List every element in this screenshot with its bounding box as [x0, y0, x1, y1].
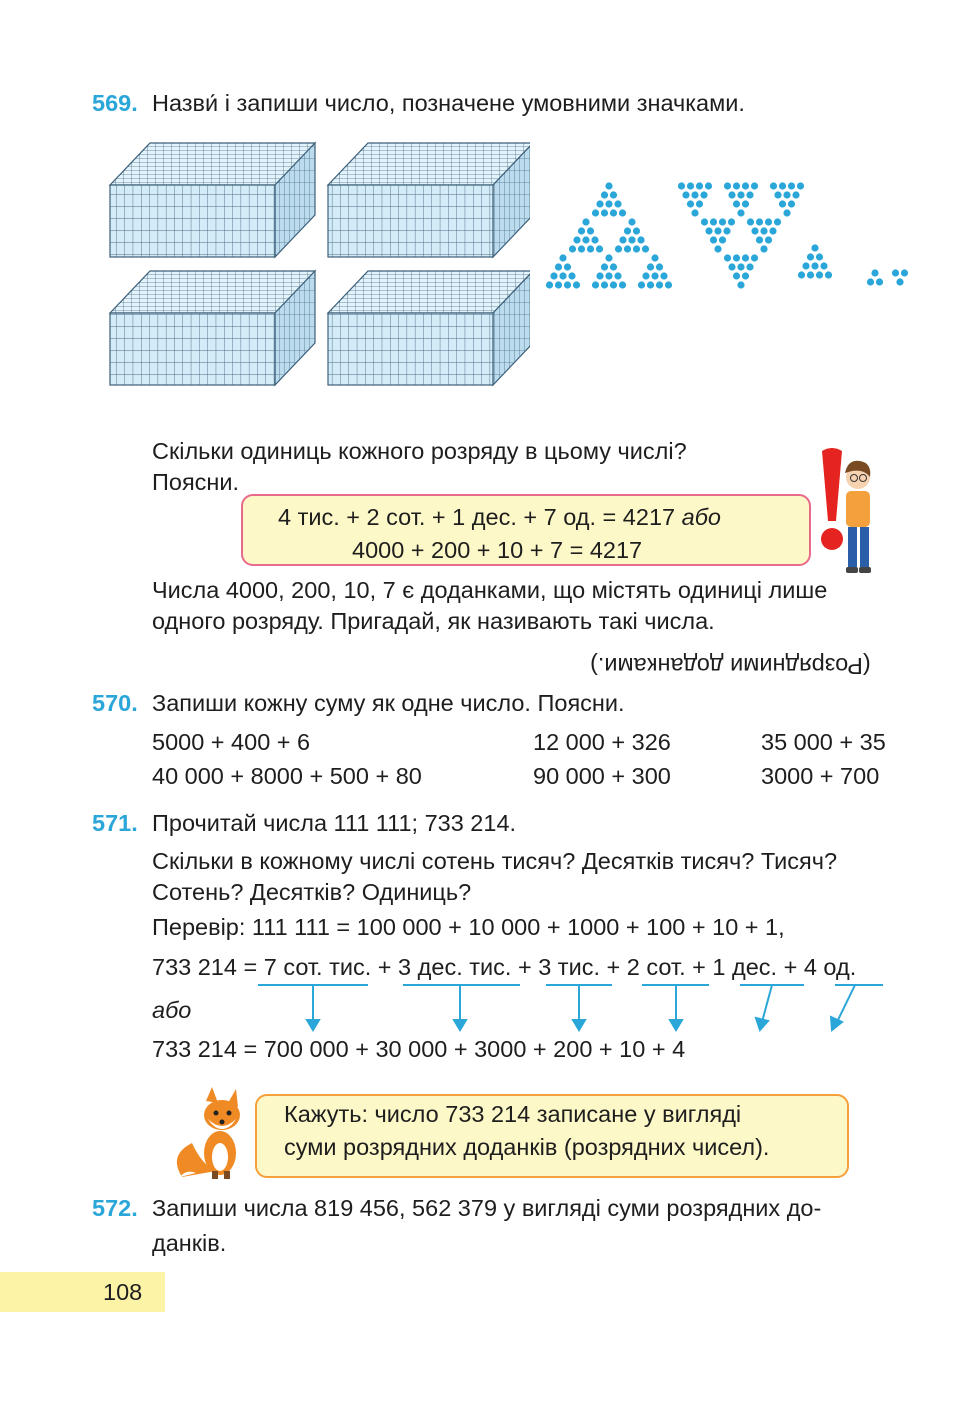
dot: [774, 191, 781, 198]
exercise-number: 572.: [92, 1195, 138, 1221]
decomposition-arrows: [255, 980, 895, 1032]
dot: [610, 263, 617, 270]
dot: [867, 278, 874, 285]
dot: [691, 209, 698, 216]
dot: [569, 245, 576, 252]
dot: [710, 218, 717, 225]
dot: [647, 281, 654, 288]
dot: [705, 182, 712, 189]
dot: [633, 227, 640, 234]
dot: [605, 272, 612, 279]
dot: [568, 272, 575, 279]
dot: [582, 218, 589, 225]
note-line: Кажуть: число 733 214 записане у вигляді: [284, 1101, 742, 1127]
dot: [714, 227, 721, 234]
dot: [619, 236, 626, 243]
dot: [820, 262, 827, 269]
dot: [742, 182, 749, 189]
dot: [601, 191, 608, 198]
dot: [798, 271, 805, 278]
dot: [871, 269, 878, 276]
dot: [733, 272, 740, 279]
dot: [751, 254, 758, 261]
dot: [559, 272, 566, 279]
paragraph-line: Числа 4000, 200, 10, 7 є доданками, що містять одиниці лише: [152, 577, 828, 603]
dot: [770, 182, 777, 189]
upside-down-answer: [590, 651, 871, 681]
dot: [642, 272, 649, 279]
answer-text: (Розрядними доданками.): [590, 653, 871, 679]
dot: [614, 200, 621, 207]
dot: [788, 200, 795, 207]
dot: [700, 191, 707, 198]
dot: [610, 209, 617, 216]
dot: [746, 263, 753, 270]
dot: [825, 271, 832, 278]
dot: [628, 218, 635, 225]
dot: [596, 245, 603, 252]
dot: [656, 281, 663, 288]
dot: [742, 254, 749, 261]
dot: [605, 254, 612, 261]
dot: [601, 263, 608, 270]
dot: [733, 182, 740, 189]
dot: [896, 278, 903, 285]
dot: [559, 254, 566, 261]
dot: [656, 263, 663, 270]
dot: [591, 236, 598, 243]
dot: [647, 263, 654, 270]
dot: [578, 227, 585, 234]
dot: [765, 218, 772, 225]
dot: [573, 236, 580, 243]
dot: [760, 227, 767, 234]
dot: [714, 245, 721, 252]
dot: [747, 218, 754, 225]
dot-triangles-illustration: [545, 178, 915, 323]
dot: [564, 263, 571, 270]
dot: [573, 281, 580, 288]
dot: [792, 191, 799, 198]
dot: [619, 281, 626, 288]
thousand-cubes-illustration: [100, 135, 530, 390]
dot: [578, 245, 585, 252]
dot: [779, 200, 786, 207]
dot: [788, 182, 795, 189]
dot: [587, 227, 594, 234]
dot: [728, 191, 735, 198]
dot: [605, 200, 612, 207]
dot: [678, 182, 685, 189]
dot: [610, 191, 617, 198]
note-line: суми розрядних доданків (розрядних чисел).: [284, 1134, 770, 1160]
dot: [564, 281, 571, 288]
dot: [733, 254, 740, 261]
exercise-number: 571.: [92, 810, 138, 836]
dot: [592, 209, 599, 216]
boy-with-exclamation-illustration: [812, 443, 882, 578]
dot: [719, 236, 726, 243]
dot: [637, 236, 644, 243]
question-line: Скільки одиниць кожного розряду в цьому числі?: [152, 438, 687, 464]
dot: [733, 200, 740, 207]
dot: [807, 253, 814, 260]
dot: [660, 272, 667, 279]
sum-expression: 12 000 + 326: [533, 729, 671, 755]
or-label: або: [152, 997, 192, 1023]
dot: [587, 245, 594, 252]
dot: [665, 281, 672, 288]
sum-expression: 5000 + 400 + 6: [152, 729, 311, 755]
exercise-prompt-cont: данків.: [152, 1230, 227, 1256]
dot: [555, 281, 562, 288]
dot: [769, 227, 776, 234]
rule-or: або: [681, 504, 721, 530]
dot: [555, 263, 562, 270]
dot: [779, 182, 786, 189]
paragraph-line: одного розряду. Пригадай, як називають такі числа.: [152, 608, 715, 634]
sum-expression: 3000 + 700: [761, 763, 880, 789]
dot: [582, 236, 589, 243]
dot: [723, 227, 730, 234]
dot: [737, 209, 744, 216]
check-line: Перевір: 111 111 = 100 000 + 10 000 + 1000 + 100 + 10 + 1,: [152, 914, 785, 940]
rule-line: 4000 + 200 + 10 + 7 = 4217: [352, 537, 643, 563]
cube-3: [110, 271, 315, 385]
dot: [614, 272, 621, 279]
dot: [705, 227, 712, 234]
dot: [691, 191, 698, 198]
dot: [742, 200, 749, 207]
page-number: 108: [103, 1279, 143, 1305]
dot: [751, 182, 758, 189]
rule-expression: 4 тис. + 2 сот. + 1 дес. + 7 од. = 4217: [278, 504, 676, 530]
dot: [811, 262, 818, 269]
sum-expression: 35 000 + 35: [761, 729, 886, 755]
dot: [687, 200, 694, 207]
sum-expression: 40 000 + 8000 + 500 + 80: [152, 763, 422, 789]
rule-line: [278, 502, 721, 532]
dot: [816, 271, 823, 278]
exercise-prompt: Запиши кожну суму як одне число. Поясни.: [152, 690, 625, 716]
exercise-prompt: Запиши числа 819 456, 562 379 у вигляді суми розрядних до-: [152, 1195, 822, 1221]
dot: [724, 182, 731, 189]
dot: [876, 278, 883, 285]
dot: [624, 245, 631, 252]
dot: [783, 209, 790, 216]
dot: [601, 209, 608, 216]
dot: [696, 200, 703, 207]
dot: [797, 182, 804, 189]
dot: [596, 200, 603, 207]
dot: [746, 191, 753, 198]
dot: [724, 254, 731, 261]
dot: [783, 191, 790, 198]
expanded-sum-line: 733 214 = 700 000 + 30 000 + 3000 + 200 + 10 + 4: [152, 1036, 686, 1062]
dot: [624, 227, 631, 234]
dot: [638, 281, 645, 288]
dot: [737, 191, 744, 198]
fox-illustration: [172, 1085, 252, 1185]
dot: [601, 281, 608, 288]
question-line: Сотень? Десятків? Одиниць?: [152, 879, 472, 905]
dot: [628, 236, 635, 243]
dot: [651, 254, 658, 261]
dot: [760, 245, 767, 252]
exercise-number: 570.: [92, 690, 138, 716]
sum-expression: 90 000 + 300: [533, 763, 671, 789]
dot: [610, 281, 617, 288]
dot: [728, 263, 735, 270]
dot: [802, 262, 809, 269]
expanded-form-line: 733 214 = 7 сот. тис. + 3 дес. тис. + 3 тис. + 2 сот. + 1 дес. + 4 од.: [152, 954, 857, 980]
dot: [751, 227, 758, 234]
dot: [742, 272, 749, 279]
dot: [550, 272, 557, 279]
dot: [892, 269, 899, 276]
dot: [710, 236, 717, 243]
cube-4: [328, 271, 530, 385]
dot: [596, 272, 603, 279]
dot: [756, 218, 763, 225]
exercise-prompt: Назви́ і запиши число, позначене умовними значками.: [152, 90, 745, 116]
exercise-number: 569.: [92, 90, 138, 116]
exercise-prompt: Прочитай числа 111 111; 733 214.: [152, 810, 517, 836]
dot: [774, 218, 781, 225]
cube-2: [328, 143, 530, 257]
dot: [642, 245, 649, 252]
dot: [615, 245, 622, 252]
dot: [765, 236, 772, 243]
dot: [811, 244, 818, 251]
question-line: Скільки в кожному числі сотень тисяч? Десятків тисяч? Тисяч?: [152, 848, 838, 874]
dot: [633, 245, 640, 252]
cube-1: [110, 143, 315, 257]
dot: [696, 182, 703, 189]
dot: [701, 218, 708, 225]
dot: [756, 236, 763, 243]
dot: [737, 281, 744, 288]
dot: [728, 218, 735, 225]
dot: [651, 272, 658, 279]
dot: [719, 218, 726, 225]
dot: [807, 271, 814, 278]
dot: [546, 281, 553, 288]
dot: [901, 269, 908, 276]
dot: [605, 182, 612, 189]
dot: [737, 263, 744, 270]
dot: [619, 209, 626, 216]
dot: [687, 182, 694, 189]
question-line: Поясни.: [152, 469, 240, 495]
dot: [682, 191, 689, 198]
dot: [816, 253, 823, 260]
dot: [592, 281, 599, 288]
